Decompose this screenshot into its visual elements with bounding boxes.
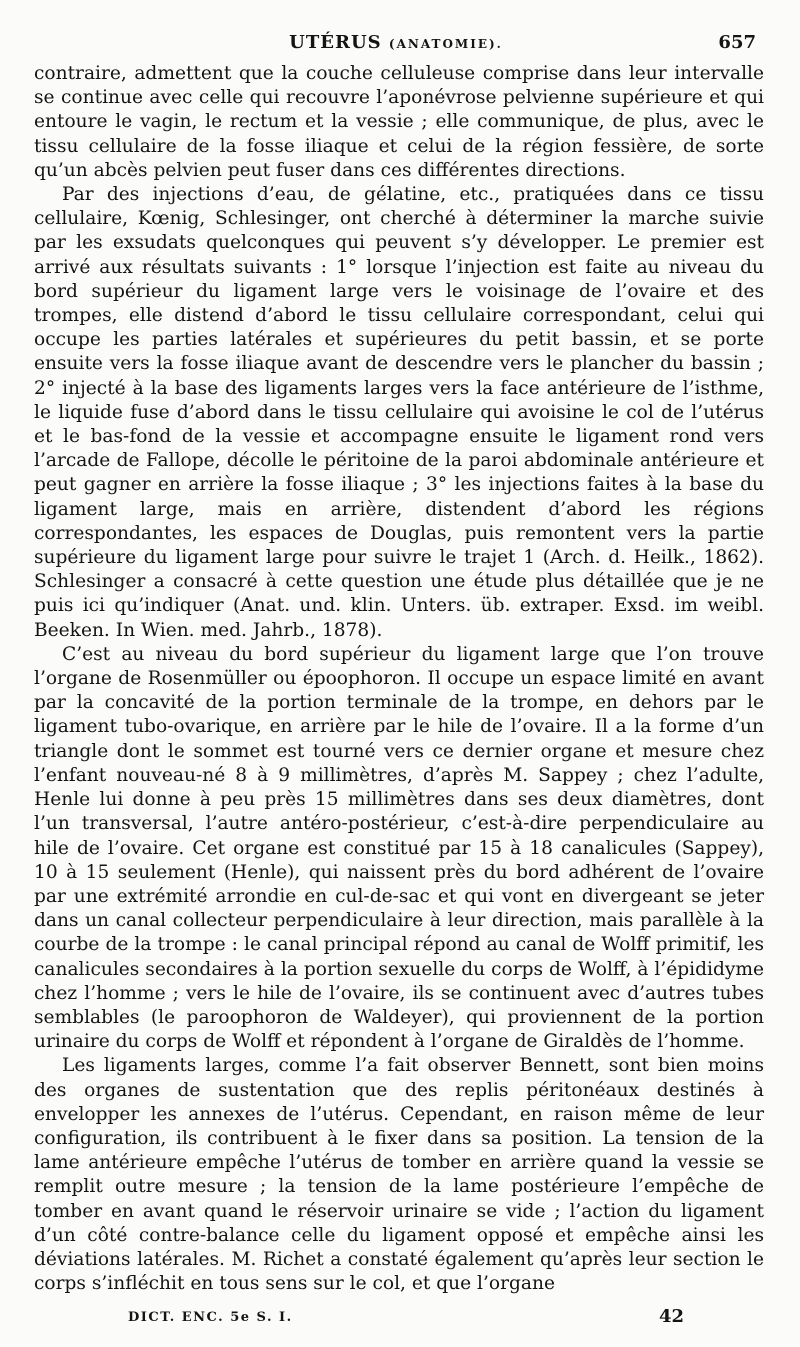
running-title [36, 32, 756, 53]
page-footer [128, 1306, 684, 1330]
running-title-main: UTÉRUS [289, 32, 382, 53]
sheet-number: 42 [658, 1306, 684, 1327]
paragraph-continuation: contraire, admettent que la couche celluleuse comprise dans leur intervalle se continue avec celle qui recouvre l’aponévrose pelvienne supérieure et qui entoure le vagin, le rectum et la vessie ; elle communique, de plus, avec le tissu cellulaire de la fosse iliaque et celui de la région fessière, de sorte qu’un abcès pelvien peut fuser dans ces différentes directions. [34, 63, 764, 181]
running-head [36, 32, 756, 58]
running-title-section: (ANATOMIE). [388, 37, 503, 51]
page-number: 657 [718, 32, 756, 53]
paragraph-injections: Par des injections d’eau, de gélatine, etc., pratiquées dans ce tissu cellulaire, Kœnig, Schlesinger, ont cherché à déterminer la marche suivie par les exsudats quelconques qui peuvent s’y développer. Le premier est arrivé aux résultats suivants : 1° lorsque l’injection est faite au niveau du bord supérieur du ligament large vers le voisinage de l’ovaire et des trompes, elle distend d’abord le tissu cellulaire correspondant, celui qui occupe les parties latérales et supérieures du petit bassin, et se porte ensuite vers la fosse iliaque avant de descendre vers le plancher du bassin ; 2° injecté à la base des ligaments larges vers la face antérieure de l’isthme, le liquide fuse d’abord dans le tissu cellulaire qui avoisine le col de l’utérus et le bas-fond de la vessie et accompagne ensuite le ligament rond vers l’arcade de Fallope, décolle le péritoine de la paroi abdominale antérieure et peut gagner en arrière la fosse iliaque ; 3° les injections faites à la base du ligament large, mais en arrière, distendent d’abord les régions correspondantes, les espaces de Douglas, puis remontent vers la partie supérieure du ligament large pour suivre le trajet 1 (Arch. d. Heilk., 1862). Schlesinger a consacré à cette question une étude plus détaillée que je ne puis ici qu’indiquer (Anat. und. klin. Unters. üb. extraper. Exsd. im weibl. Beeken. In Wien. med. Jahrb., 1878). [34, 184, 764, 641]
paragraph-ligaments: Les ligaments larges, comme l’a fait observer Bennett, sont bien moins des organes de sustentation que des replis péritonéaux destinés à envelopper les annexes de l’utérus. Cependant, en raison même de leur configuration, ils contribuent à le fixer dans sa position. La tension de la lame antérieure empêche l’utérus de tomber en arrière quand la vessie se remplit outre mesure ; la tension de la lame postérieure l’empêche de tomber en avant quand le réservoir urinaire se vide ; l’action du ligament d’un côté contre-balance celle du ligament opposé et empêche ainsi les déviations latérales. M. Richet a constaté également qu’après leur section le corps s’infléchit en tous sens sur le col, et que l’organe [34, 1055, 764, 1295]
body-text [34, 62, 764, 1296]
footer-signature: DICT. ENC. 5e S. I. [128, 1310, 293, 1325]
paragraph-rosenmuller: C’est au niveau du bord supérieur du ligament large que l’on trouve l’organe de Rosenmüller ou époophoron. Il occupe un espace limité en avant par la concavité de la portion terminale de la trompe, en dehors par le ligament tubo-ovarique, en arrière par le hile de l’ovaire. Il a la forme d’un triangle dont le sommet est tourné vers ce dernier organe et mesure chez l’enfant nouveau-né 8 à 9 millimètres, d’après M. Sappey ; chez l’adulte, Henle lui donne à peu près 15 millimètres dans ses deux diamètres, dont l’un transversal, l’autre antéro-postérieur, c’est-à-dire perpendiculaire au hile de l’ovaire. Cet organe est constitué par 15 à 18 canalicules (Sappey), 10 à 15 seulement (Henle), qui naissent près du bord adhérent de l’ovaire par une extrémité arrondie en cul-de-sac et qui vont en divergeant se jeter dans un canal collecteur perpendiculaire à leur direction, mais parallèle à la courbe de la trompe : le canal principal répond au canal de Wolff primitif, les canalicules secondaires à la portion sexuelle du corps de Wolff, à l’épididyme chez l’homme ; vers le hile de l’ovaire, ils se continuent avec d’autres tubes semblables (le paroophoron de Waldeyer), qui proviennent de la portion urinaire du corps de Wolff et répondent à l’organe de Giraldès de l’homme. [34, 643, 764, 1053]
